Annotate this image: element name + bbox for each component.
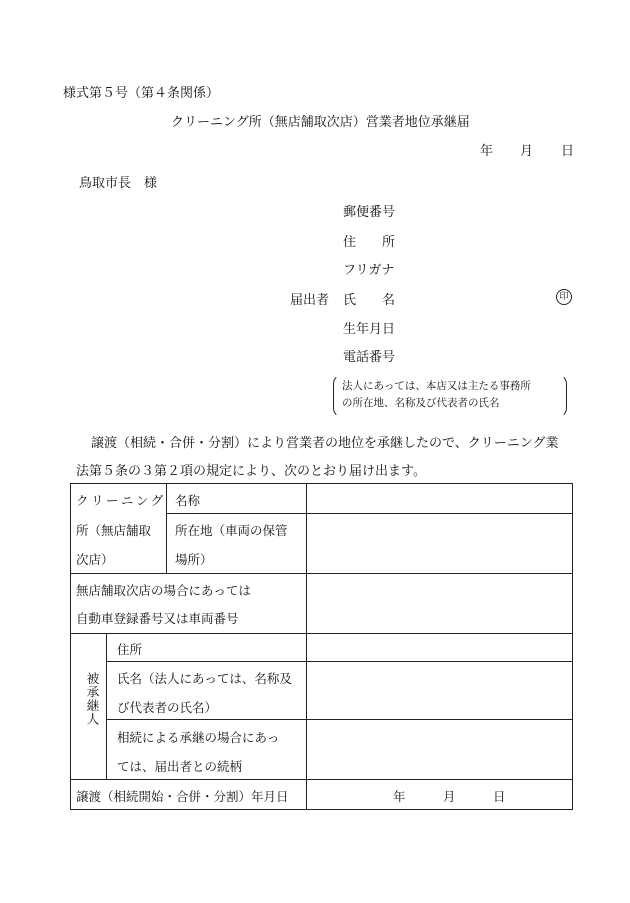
birthdate-label: 生年月日: [343, 322, 396, 337]
vehicle-label-line2: 自動車登録番号又は車両番号: [76, 611, 239, 626]
predecessor-address-label: 住所: [117, 642, 143, 657]
addressee: 鳥取市長 様: [79, 176, 158, 191]
predecessor-name-label-line1: 氏名（法人にあっては、名称及: [117, 671, 292, 686]
body-text-line2: 法第５条の３第２項の規定により、次のとおり届け出ます。: [76, 464, 426, 479]
date-year-label: 年: [480, 144, 494, 159]
shop-location-label-line2: 場所）: [175, 552, 213, 567]
seal-mark: 印: [556, 289, 572, 305]
vehicle-label-line1: 無店舗取次店の場合にあっては: [76, 583, 251, 598]
date-month-label: 月: [520, 144, 534, 159]
shop-label-line2: 所（無店舗取: [76, 523, 152, 538]
date-day-label: 日: [561, 144, 575, 159]
shop-label-line3: 次店）: [76, 552, 114, 567]
address-label: 住 所: [343, 235, 396, 250]
shop-label-line1: クリーニング: [76, 493, 166, 508]
postal-code-label: 郵便番号: [343, 205, 396, 220]
corporate-note-line1: 法人にあっては、本店又は主たる事務所: [342, 380, 531, 392]
name-label: 氏 名: [343, 293, 396, 308]
phone-label: 電話番号: [343, 350, 396, 365]
shop-location-label-line1: 所在地（車両の保管: [175, 523, 288, 538]
document-title: クリーニング所（無店舗取次店）営業者地位承継届: [171, 115, 470, 130]
predecessor-label: 被承継人: [85, 672, 100, 726]
corporate-note-line2: の所在地、名称及び代表者の氏名: [342, 397, 500, 409]
predecessor-relation-label-line1: 相続による承継の場合にあっ: [117, 730, 280, 745]
predecessor-name-label-line2: び代表者の氏名）: [117, 700, 218, 715]
transfer-date-value: 年 月 日: [393, 789, 506, 804]
form-number: 様式第５号（第４条関係）: [63, 86, 220, 101]
applicant-label: 届出者: [290, 293, 330, 308]
body-text-line1: 譲渡（相続・合併・分割）により営業者の地位を承継したので、クリーニング業: [91, 436, 559, 451]
shop-name-label: 名称: [175, 493, 201, 508]
predecessor-relation-label-line2: ては、届出者との続柄: [117, 759, 243, 774]
furigana-label: フリガナ: [343, 263, 395, 278]
transfer-date-label: 譲渡（相続開始・合併・分割）年月日: [76, 789, 289, 804]
